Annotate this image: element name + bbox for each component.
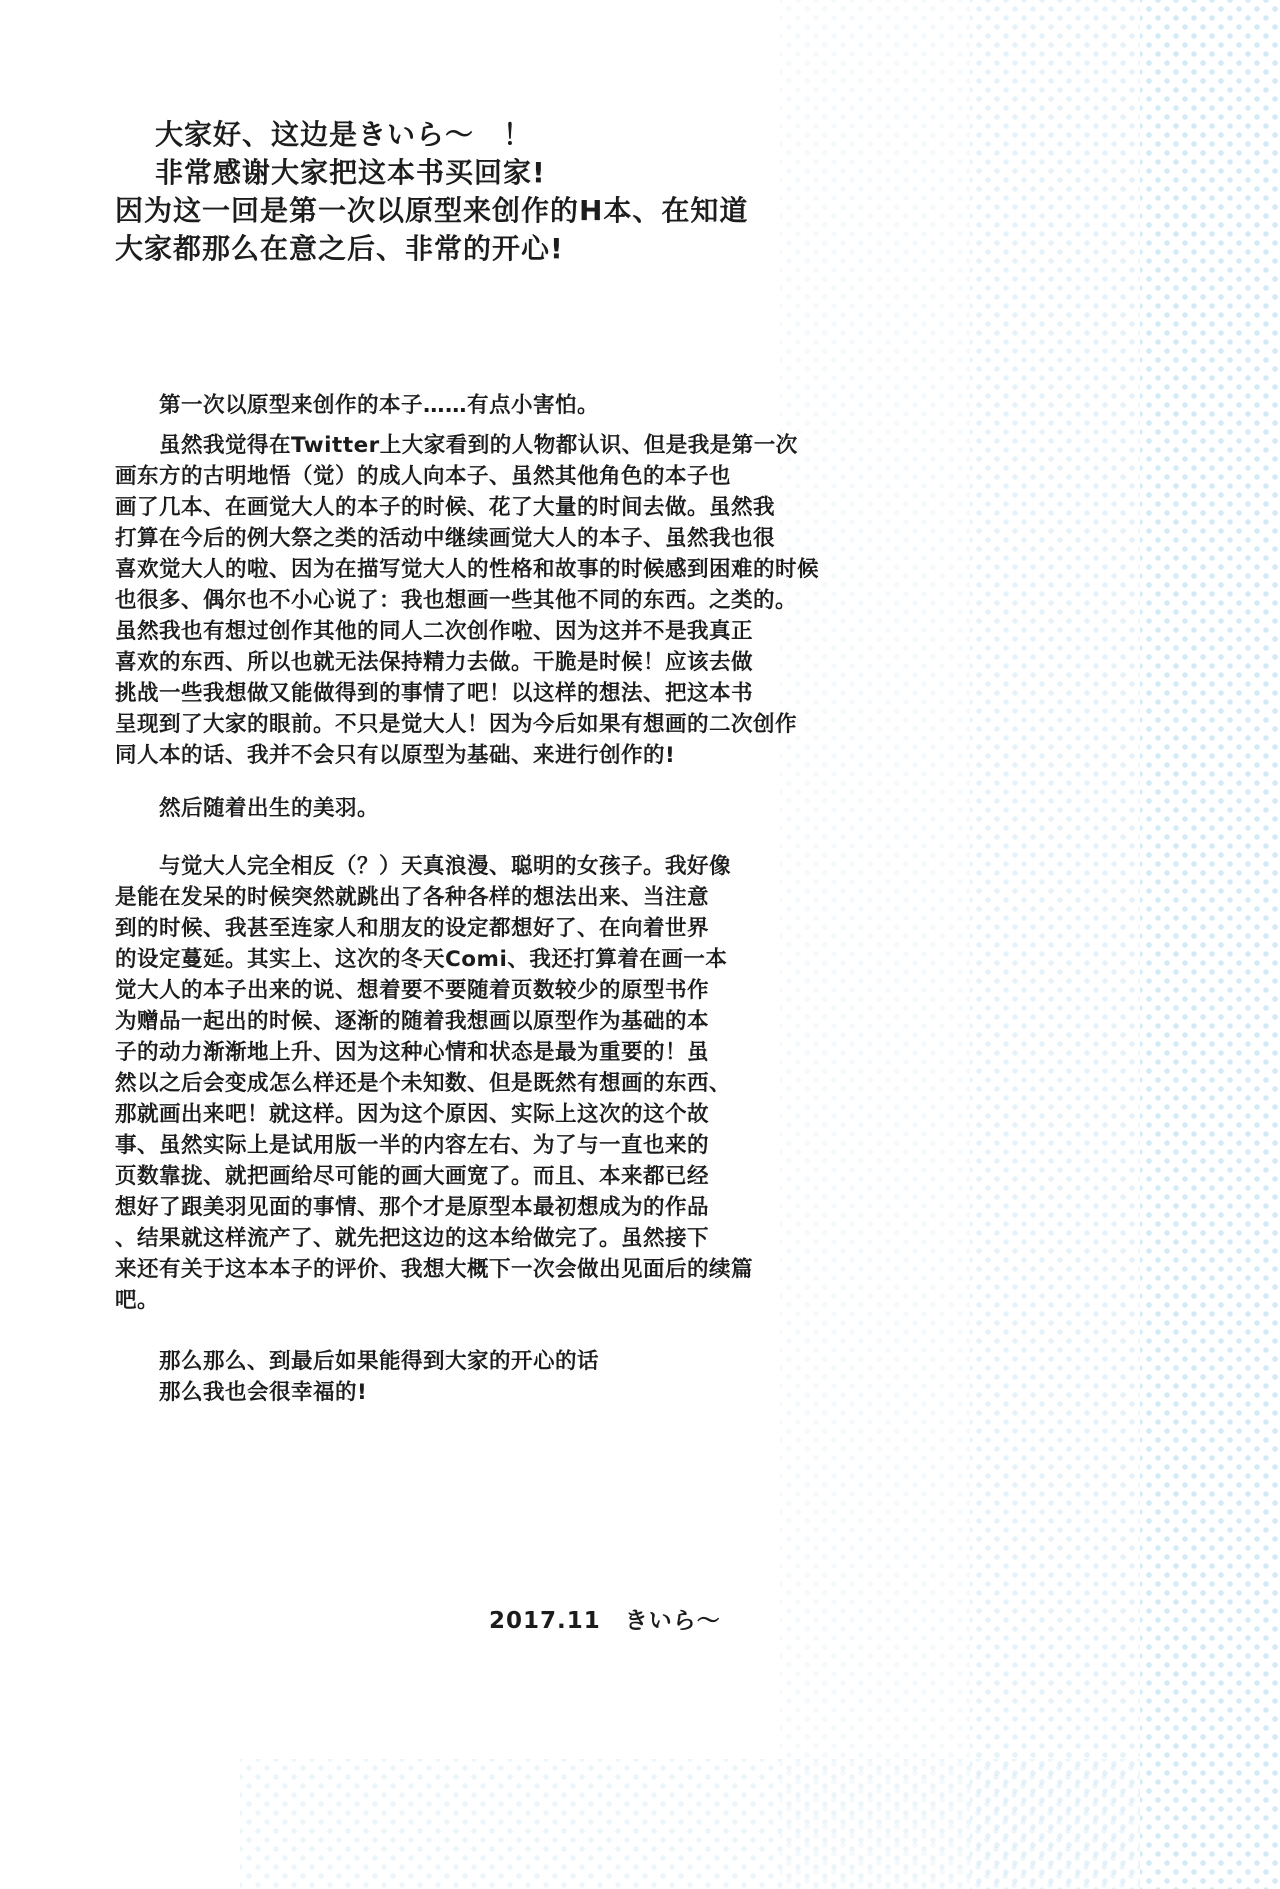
- text-line: 第一次以原型来创作的本子……有点小害怕。: [159, 393, 600, 418]
- paragraph-intro: [115, 390, 830, 421]
- paragraph-about-first-original: [115, 430, 830, 771]
- text-line: 页数靠拢、就把画给尽可能的画大画宽了。而且、本来都已经: [115, 1164, 710, 1189]
- text-line: 那么那么、到最后如果能得到大家的开心的话: [159, 1349, 600, 1374]
- text-line: 那么我也会很幸福的!: [159, 1380, 368, 1405]
- text-line: 与觉大人完全相反（？）天真浪漫、聪明的女孩子。我好像: [159, 854, 732, 879]
- text-line: 那就画出来吧！就这样。因为这个原因、实际上这次的这个故: [115, 1102, 710, 1127]
- greeting-line: 非常感谢大家把这本书买回家!: [155, 156, 546, 189]
- text-line: 、结果就这样流产了、就先把这边的这本给做完了。虽然接下: [115, 1226, 710, 1251]
- text-line: 打算在今后的例大祭之类的活动中继续画觉大人的本子、虽然我也很: [115, 526, 776, 551]
- text-line: 想好了跟美羽见面的事情、那个才是原型本最初想成为的作品: [115, 1195, 710, 1220]
- text-line: 喜欢觉大人的啦、因为在描写觉大人的性格和故事的时候感到困难的时候: [115, 557, 820, 582]
- text-line: 来还有关于这本本子的评价、我想大概下一次会做出见面后的续篇: [115, 1257, 754, 1282]
- paragraph-about-miu: [115, 851, 830, 1316]
- text-line: 觉大人的本子出来的说、想着要不要随着页数较少的原型书作: [115, 978, 710, 1003]
- greeting-header: [115, 116, 830, 268]
- text-line: 的设定蔓延。其实上、这次的冬天Comi、我还打算着在画一本: [115, 947, 728, 972]
- text-line: 事、虽然实际上是试用版一半的内容左右、为了与一直也来的: [115, 1133, 710, 1158]
- text-line: 虽然我也有想过创作其他的同人二次创作啦、因为这并不是我真正: [115, 619, 754, 644]
- text-line: 呈现到了大家的眼前。不只是觉大人！因为今后如果有想画的二次创作: [115, 712, 798, 737]
- text-line: 子的动力渐渐地上升、因为这种心情和状态是最为重要的！虽: [115, 1040, 710, 1065]
- text-line: 画东方的古明地悟（觉）的成人向本子、虽然其他角色的本子也: [115, 464, 732, 489]
- text-line: 是能在发呆的时候突然就跳出了各种各样的想法出来、当注意: [115, 885, 710, 910]
- date-signature: 2017.11 きいら～: [489, 1608, 721, 1634]
- paragraph-miu-intro: [115, 793, 830, 824]
- greeting-line: 大家都那么在意之后、非常的开心!: [115, 232, 564, 265]
- text-line: 画了几本、在画觉大人的本子的时候、花了大量的时间去做。虽然我: [115, 495, 776, 520]
- greeting-line: 因为这一回是第一次以原型来创作的H本、在知道: [115, 194, 749, 227]
- greeting-line: 大家好、这边是きいら～ ！: [155, 118, 533, 151]
- text-line: 然后随着出生的美羽。: [159, 796, 380, 821]
- halftone-pattern-bottom: [240, 1759, 1140, 1889]
- text-line: 喜欢的东西、所以也就无法保持精力去做。干脆是时候！应该去做: [115, 650, 754, 675]
- text-line: 到的时候、我甚至连家人和朋友的设定都想好了、在向着世界: [115, 916, 710, 941]
- text-line: 同人本的话、我并不会只有以原型为基础、来进行创作的!: [115, 743, 676, 768]
- text-line: 然以之后会变成怎么样还是个未知数、但是既然有想画的东西、: [115, 1071, 732, 1096]
- text-line: 挑战一些我想做又能做得到的事情了吧！以这样的想法、把这本书: [115, 681, 754, 706]
- text-line: 为赠品一起出的时候、逐渐的随着我想画以原型作为基础的本: [115, 1009, 710, 1034]
- text-line: 也很多、偶尔也不小心说了：我也想画一些其他不同的东西。之类的。: [115, 588, 798, 613]
- text-line: 吧。: [115, 1288, 160, 1313]
- halftone-pattern-dense: [1140, 0, 1280, 1889]
- paragraph-closing: [115, 1346, 830, 1408]
- text-line: 虽然我觉得在Twitter上大家看到的人物都认识、但是我是第一次: [159, 433, 798, 458]
- halftone-pattern-medium: [970, 0, 1140, 1889]
